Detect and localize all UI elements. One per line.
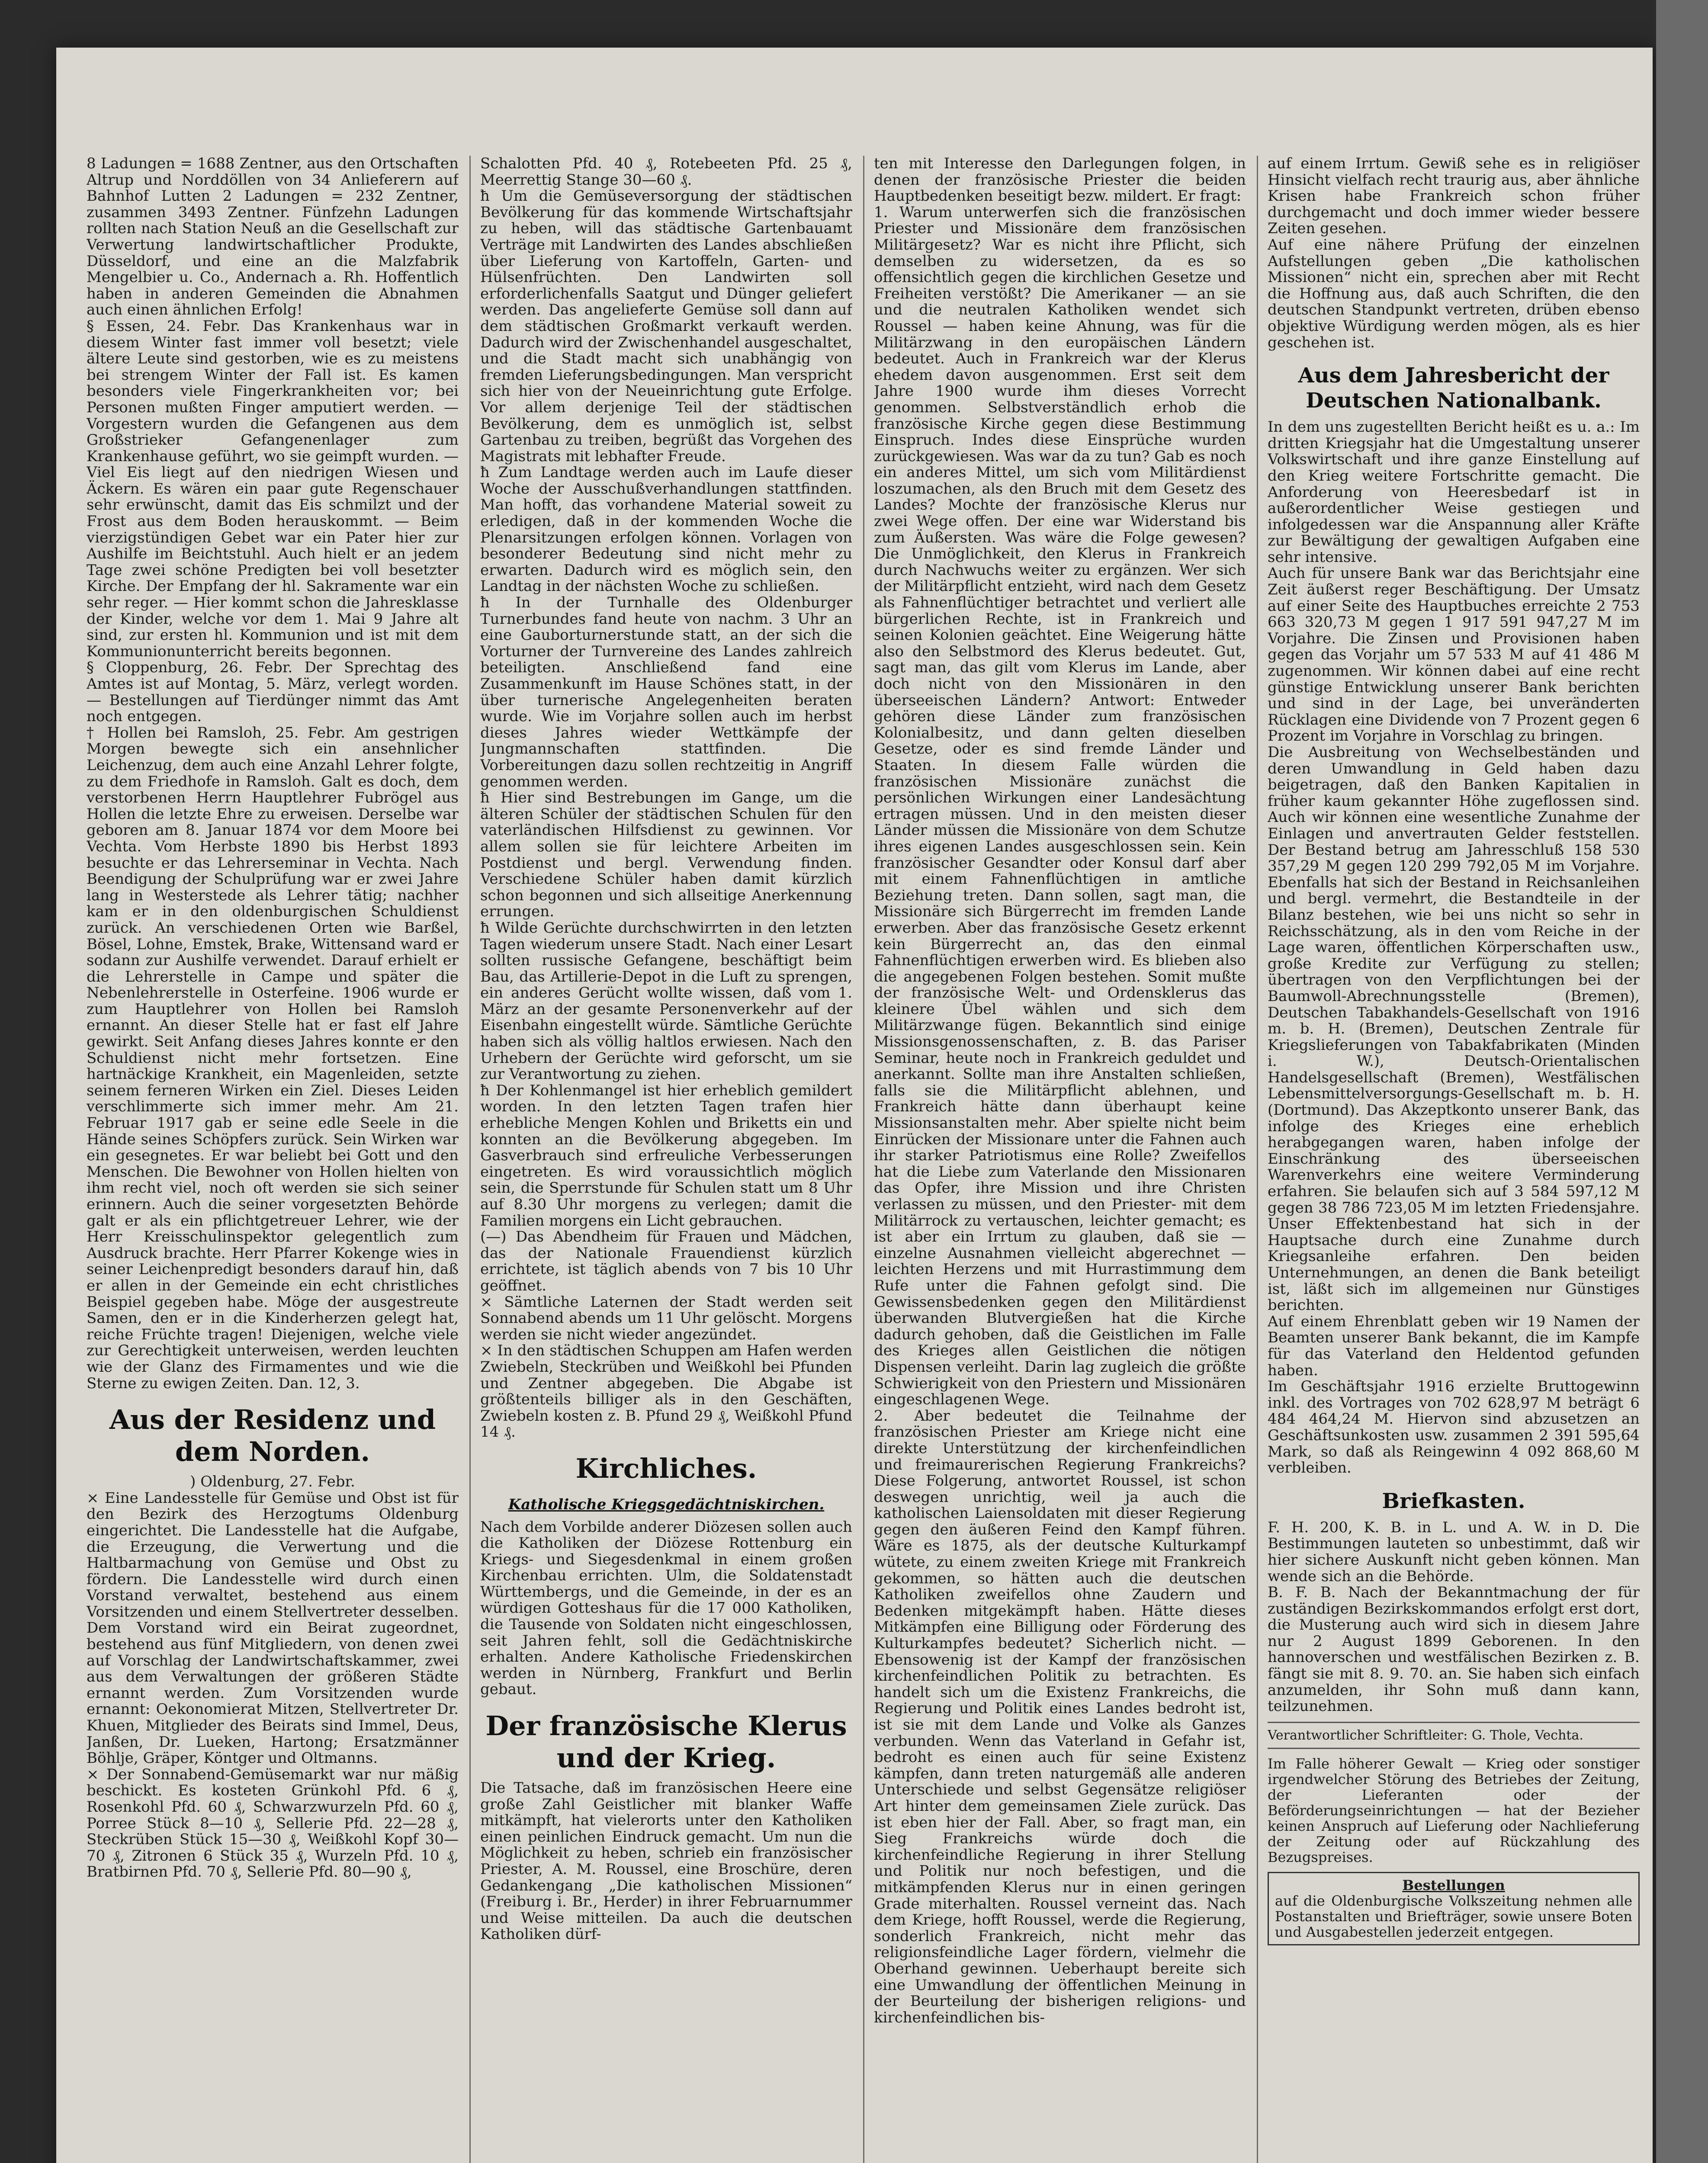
article-paragraph: ħ Um die Gemüseversorgung der städtischen Bevölkerung für das kommende Wirtschaftsjahr zu heben, will das städtische Gartenbauamt Verträge mit Landwirten des Landes abschließen über Lieferung von Kartoffeln, Garten- und Hülsenfrüchten. Den Landwirten soll erforderlichenfalls Saatgut und Dünger geliefert werden. Das angelieferte Gemüse soll dann auf dem städtischen Großmarkt verkauft werden. Dadurch wird der Zwischenhandel ausgeschaltet, und die Stadt macht sich unabhängig von fremden Lieferungsbedingungen. Man verspricht sich hier von der Neueinrichtung gute Erfolge. Vor allem derjenige Teil der städtischen Bevölkerung, dem es unmöglich ist, selbst Gartenbau zu treiben, begrüßt das Vorgehen des Magistrats mit lebhafter Freude. [480, 187, 852, 465]
column-1 [87, 156, 459, 2163]
article-paragraph: 1. Warum unterwerfen sich die französischen Priester und Missionäre dem französischen Militärgesetz? War es nicht ihre Pflicht, sich demselben zu widersetzen, da es so offensichtlich gegen die kirchlichen Gesetze und Freiheiten verstößt? Die Amerikaner — an sie und die neutralen Katholiken wendet sich Roussel — haben keine Ahnung, was für die Militärzwang in den europäischen Ländern bedeutet. Auch in Frankreich war der Klerus ehedem davon ausgenommen. Erst seit dem Jahre 1900 wurde ihm dieses Vorrecht genommen. Selbstverständlich erhob die französische Kirche gegen diese Bestimmung Einspruch. Indes diese Einsprüche wurden zurückgewiesen. Was war da zu tun? Gab es noch ein anderes Mittel, um sich vom Militärdienst loszumachen, als den Bruch mit dem Gesetz des Landes? Mochte der französische Klerus nur zwei Wege offen. Der eine war Widerstand bis zum Äußersten. Was wäre die Folge gewesen? Die Unmöglichkeit, den Klerus in Frankreich durch Nachwuchs weiter zu ergänzen. Wer sich der Militärpflicht entzieht, wird nach dem Gesetz als Fahnenflüchtiger betrachtet und verliert alle bürgerlichen Rechte, ist in Frankreich und seinen Kolonien geächtet. Eine Weigerung hätte also den Selbstmord des Klerus bedeutet. Gut, sagt man, das gilt vom Klerus im Lande, aber doch nicht von den Missionären in den überseeischen Ländern? Antwort: Entweder gehören diese Länder zum französischen Kolonialbesitz, und dann gelten dieselben Gesetze, oder es sind fremde Länder und Staaten. In diesem Falle würden die französischen Missionäre zunächst die persönlichen Wirkungen einer Landesächtung ertragen müssen. Und in den meisten dieser Länder müssen die Missionäre von dem Schutze ihres eigenen Landes ausgeschlossen sein. Kein französischer Gesandter oder Konsul darf aber mit einem Fahnenflüchtigen in amtliche Beziehung treten. Dann sollen, sagt man, die Missionäre sich Bürgerrecht im fremden Lande erwerben. Aber das französische Gesetz erkennt kein Bürgerrecht an, das den einmal Fahnenflüchtigen erwerben wird. Es blieben also die angegebenen Folgen bestehen. Somit mußte der französische Welt- und Ordensklerus das kleinere Übel wählen und sich dem Militärzwange fügen. Bekanntlich sind einige Missionsgenossenschaften, z. B. das Pariser Seminar, heute noch in Frankreich geduldet und anerkannt. Sollte man ihre Anstalten schließen, falls sie die Militärpflicht ablehnen, und Frankreich hätte dann überhaupt keine Missionsanstalten mehr. Aber spielte nicht beim Einrücken der Missionare unter die Fahnen auch ihr starker Patriotismus eine Rolle? Zweifellos hat die Liebe zum Vaterlande den Missionaren das Opfer, ihre Mission und ihre Christen verlassen zu müssen, und den Priester- mit dem Militärrock zu vertauschen, leichter gemacht; es ist aber ein Irrtum zu glauben, daß sie — einzelne Ausnahmen vielleicht abgerechnet — leichten Herzens und mit Hurrastimmung dem Rufe unter die Fahnen gefolgt sind. Die Gewissensbedenken gegen den Militärdienst überwanden Blutvergießen hat die Kirche dadurch gehoben, daß die Geistlichen im Falle des Krieges allen Geistlichen die nötigen Dispensen verleiht. Darin lag zugleich die größte Schwierigkeit von den Priestern und Missionären eingeschlagenen Wege. [874, 203, 1246, 1409]
article-paragraph: Die Ausbreitung von Wechselbeständen und deren Umwandlung in Geld haben dazu beigetragen, daß den Banken Kapitalien in früher kaum gekannter Höhe zugeflossen sind. Auch wir können eine wesentliche Zunahme der Einlagen und anvertrauten Gelder feststellen. Der Bestand betrug am Jahresschluß 158 530 357,29 M gegen 120 299 792,05 M im Vorjahre. Ebenfalls hat sich der Bestand in Reichsanleihen und bergl. vermehrt, die Bestandteile in der Bilanz bestehen, wie bei uns nicht so sehr in Reichsschätzung, als in den vom Reiche in der Lage waren, öffentlichen Körperschaften usw., große Kredite zur Verfügung zu stellen; übertragen von den Verpflichtungen bei der Baumwoll-Abrechnungsstelle (Bremen), Deutschen Tabakhandels-Gesellschaft von 1916 m. b. H. (Bremen), Deutschen Zentrale für Kriegslieferungen von Tabakfabrikaten (Minden i. W.), Deutsch-Orientalischen Handelsgesellschaft (Bremen), Westfälischen Lebensmittelversorgungs-Gesellschaft m. b. H. (Dortmund). Das Akzeptkonto unserer Bank, das infolge des Krieges eine erheblich herabgegangen waren, haben infolge der Einschränkung des überseeischen Warenverkehrs eine weitere Verminderung erfahren. Sie belaufen sich auf 3 584 597,12 M gegen 38 786 723,05 M im letzten Friedensjahre. Unser Effektenbestand hat sich in der Hauptsache durch eine Zunahme durch Kriegsanleihe erfahren. Den beiden Unternehmungen, an denen die Bank beteiligt ist, läßt sich im allgemeinen nur Günstiges berichten. [1268, 744, 1640, 1314]
article-paragraph: Auf einem Ehrenblatt geben wir 19 Namen der Beamten unserer Bank bekannt, die im Kampfe für das Vaterland den Heldentod gefunden haben. [1268, 1313, 1640, 1379]
column-3 [874, 156, 1246, 2163]
article-paragraph: 2. Aber bedeutet die Teilnahme der französischen Priester am Kriege nicht eine direkte Unterstützung der kirchenfeindlichen und freimaurerischen Regierung Frankreichs? Diese Folgerung, antwortet Roussel, ist schon deswegen unrichtig, weil ja auch die katholischen Laiensoldaten mit dieser Regierung gegen den äußeren Feind den Kampf führen. Wäre es 1875, als der deutsche Kulturkampf wütete, zu einem zweiten Kriege mit Frankreich gekommen, so hätten auch die deutschen Katholiken zweifellos ohne Zaudern und Bedenken mitgekämpft haben. Hätte dieses Mitkämpfen eine Billigung oder Förderung des Kulturkampfes bedeutet? Sicherlich nicht. — Ebensowenig ist der Kampf der französischen kirchenfeindlichen Politik zu betrachten. Es handelt sich um die Existenz Frankreichs, die Regierung und Politik eines Landes bedroht ist, ist sie mit dem Lande und Volke als Ganzes verbunden. Wenn das Vaterland in Gefahr ist, bedroht es einen auch für seine Existenz kämpfen, dann treten naturgemäß alle anderen Unterschiede und selbst Gegensätze religiöser Art hinter dem gemeinsamen Ziele zurück. Das ist eben hier der Fall. Aber, so fragt man, ein Sieg Frankreichs würde doch die kirchenfeindliche Regierung in ihrer Stellung und Politik nur noch befestigen, und die mitkämpfenden Klerus nur in einen geringen Grade miterhalten. Roussel verneint das. Nach dem Kriege, hofft Roussel, werde die Regierung, sonderlich Frankreich, nicht mehr das religionsfeindliche Lager fördern, vielmehr die Oberhand gewinnen. Ueberhaupt bereite sich eine Umwandlung der öffentlichen Meinung in der Beurteilung der bisherigen religions- und kirchenfeindlichen bis- [874, 1407, 1246, 2026]
subscription-text: auf die Oldenburgische Volkszeitung nehmen alle Postanstalten und Briefträger, sowie unsere Boten und Ausgabestellen jederzeit entgegen. [1275, 1893, 1632, 1941]
editor-line: Verantwortlicher Schriftleiter: G. Thole, Vechta. [1268, 1722, 1640, 1749]
column-rule [1257, 156, 1258, 2163]
scan-edge [1656, 0, 1708, 2163]
article-paragraph: ħ Der Kohlenmangel ist hier erheblich gemildert worden. In den letzten Tagen trafen hier erhebliche Mengen Kohlen und Briketts ein und konnten an die Bevölkerung abgegeben. Im Gasverbrauch sind erfreuliche Verbesserungen eingetreten. Es wird voraussichtlich möglich sein, die Sperrstunde für Schulen statt um 8 Uhr auf 8.30 Uhr morgens zu verlegen; damit die Familien morgens ein Licht gebrauchen. [480, 1082, 852, 1229]
article-paragraph: B. F. B. Nach der Bekanntmachung der für zuständigen Bezirkskommandos erfolgt erst dort, die Musterung auch wird sich in diesem Jahre nur 2 August 1899 Geborenen. In den hannoverschen und westfälischen Bezirken z. B. fängt sie mit 8. 9. 70. an. Sie haben sich einfach anzumelden, ihr Sohn muß dann kann, teilzunehmen. [1268, 1584, 1640, 1715]
article-paragraph: § Cloppenburg, 26. Febr. Der Sprechtag des Amtes ist auf Montag, 5. März, verlegt worden. — Bestellungen auf Tierdünger nimmt das Amt noch entgegen. [87, 659, 459, 725]
subhead-kriegsgedaechtniskirchen: Katholische Kriegsgedächtniskirchen. [508, 1495, 825, 1513]
article-paragraph: Schalotten Pfd. 40 ₰, Rotebeeten Pfd. 25 ₰, Meerrettig Stange 30—60 ₰. [480, 156, 852, 189]
article-paragraph: † Hollen bei Ramsloh, 25. Febr. Am gestrigen Morgen bewegte sich ein ansehnlicher Leichenzug, dem auch eine Anzahl Lehrer folgte, zu dem Friedhofe in Ramsloh. Galt es doch, dem verstorbenen Herrn Hauptlehrer Fubrögel aus Hollen die letzte Ehre zu erweisen. Derselbe war geboren am 8. Januar 1874 vor dem Moore bei Vechta. Vom Herbste 1890 bis Herbst 1893 besuchte er das Lehrerseminar in Vechta. Nach Beendigung der Schulprüfung war er zwei Jahre lang in Westerstede als Lehrer tätig; nachher kam er in den oldenburgischen Schuldienst zurück. An verschiedenen Orten wie Barßel, Bösel, Lohne, Emstek, Brake, Wittensand ward er sodann zur Aushilfe verwendet. Darauf erhielt er die Lehrerstelle in Campe und später die Nebenlehrerstelle in Osterfeine. 1906 wurde er zum Hauptlehrer von Hollen bei Ramsloh ernannt. An dieser Stelle hat er fast elf Jahre gewirkt. Seit Anfang dieses Jahres konnte er den Schuldienst nicht mehr fortsetzen. Eine hartnäckige Krankheit, ein Magenleiden, setzte seinem ferneren Wirken ein Ziel. Dieses Leiden verschlimmerte sich immer mehr. Am 21. Februar 1917 gab er seine edle Seele in die Hände seines Schöpfers zurück. Sein Wirken war ein gesegnetes. Er war beliebt bei Gott und den Menschen. Die Bewohner von Hollen hielten von ihm recht viel, noch oft werden sie sich seiner erinnern. Auch die seiner vorgesetzten Behörde galt er als ein pflichtgetreuer Lehrer, wie der Herr Kreisschulinspektor gelegentlich zum Ausdruck brachte. Herr Pfarrer Kokenge wies in seiner Leichenpredigt besonders darauf hin, daß er allen in der Gemeinde ein echt christliches Beispiel gegeben habe. Möge der ausgestreute Samen, den er in die Kinderherzen gelegt hat, reiche Früchte tragen! Diejenigen, welche viele zur Gerechtigkeit unterweisen, werden leuchten wie der Glanz des Firmamentes und wie die Sterne zu ewigen Zeiten. Dan. 12, 3. [87, 724, 459, 1392]
article-paragraph: × In den städtischen Schuppen am Hafen werden Zwiebeln, Steckrüben und Weißkohl bei Pfunden und Zentner abgegeben. Die Abgabe ist größtenteils billiger als in den Geschäften, Zwiebeln kosten z. B. Pfund 29 ₰, Weißkohl Pfund 14 ₰. [480, 1342, 852, 1441]
article-paragraph: Die Tatsache, daß im französischen Heere eine große Zahl Geistlicher mit blanker Waffe mitkämpft, hat vielerorts unter den Katholiken einen peinlichen Eindruck gemacht. Um nun die Möglichkeit zu heben, schrieb ein französischer Priester, A. M. Roussel, eine Broschüre, deren Gedankengang „Die katholischen Missionen“ (Freiburg i. Br., Herder) in ihrer Februarnummer und Weise mitteilen. Da auch die deutschen Katholiken dürf- [480, 1779, 852, 1943]
subscription-title: Bestellungen [1402, 1877, 1505, 1894]
article-paragraph: In dem uns zugestellten Bericht heißt es u. a.: Im dritten Kriegsjahr hat die Umgestaltung unserer Volkswirtschaft und ihre ganze Einstellung auf den Krieg weitere Fortschritte gemacht. Die Anforderung von Heeresbedarf ist in außerordentlicher Weise gestiegen und infolgedessen war die Anspannung aller Kräfte zur Bewältigung der gewaltigen Aufgaben eine sehr intensive. [1268, 418, 1640, 566]
headline-nationalbank: Aus dem Jahresbericht der Deutschen Nationalbank. [1298, 363, 1609, 413]
headline-kirchliches: Kirchliches. [575, 1452, 757, 1484]
article-paragraph: ħ Wilde Gerüchte durchschwirrten in den letzten Tagen wiederum unsere Stadt. Nach einer Lesart sollten russische Gefangene, beschäftigt beim Bau, das Artillerie-Depot in die Luft zu sprengen, ein anderes Gerücht wollte wissen, daß vom 1. März an der gesamte Personenverkehr auf der Eisenbahn eingestellt würde. Sämtliche Gerüchte haben sich als völlig haltlos erwiesen. Nach den Urhebern der Gerüchte wird geforscht, um sie zur Verantwortung zu ziehen. [480, 919, 852, 1083]
dateline: ) Oldenburg, 27. Febr. [190, 1473, 355, 1491]
newspaper-page [56, 48, 1653, 2163]
article-paragraph: auf einem Irrtum. Gewiß sehe es in religiöser Hinsicht vielfach recht traurig aus, aber ähnliche Krisen habe Frankreich schon früher durchgemacht und doch immer wieder bessere Zeiten gesehen. [1268, 156, 1640, 237]
subscription-box [1268, 1872, 1640, 1945]
force-majeure-notice: Im Falle höherer Gewalt — Krieg oder sonstiger irgendwelcher Störung des Betriebes der Zeitung, der Lieferanten oder der Beförderungseinrichtungen — hat der Bezieher keinen Anspruch auf Lieferung oder Nachlieferung der Zeitung oder auf Rückzahlung des Bezugspreises. [1268, 1755, 1640, 1866]
article-paragraph: × Eine Landesstelle für Gemüse und Obst ist für den Bezirk des Herzogtums Oldenburg eingerichtet. Die Landesstelle hat die Aufgabe, die Erzeugung, die Verwertung und die Haltbarmachung von Gemüse und Obst zu fördern. Die Landesstelle wird durch einen Vorstand verwaltet, bestehend aus einem Vorsitzenden und einem Stellvertreter desselben. Dem Vorstand wird ein Beirat zugeordnet, bestehend aus fünf Mitgliedern, von denen zwei auf Vorschlag der Landwirtschaftskammer, zwei aus dem Verwaltungen der größeren Städte ernannt werden. Zum Vorsitzenden wurde ernannt: Oekonomierat Mitzen, Stellvertreter Dr. Khuen, Mitglieder des Beirats sind Immel, Deus, Janßen, Dr. Lueken, Hartong; Ersatzmänner Böhlje, Gräper, Köntger und Oltmanns. [87, 1489, 459, 1767]
column-4 [1268, 156, 1640, 2163]
article-paragraph: F. H. 200, K. B. in L. und A. W. in D. Die Bestimmungen lauteten so unbestimmt, daß wir hier sichere Auskunft nicht geben können. Man wende sich an die Behörde. [1268, 1518, 1640, 1585]
article-paragraph: 8 Ladungen = 1688 Zentner, aus den Ortschaften Altrup und Norddöllen von 34 Anlieferern auf Bahnhof Lutten 2 Ladungen = 232 Zentner, zusammen 3493 Zentner. Fünfzehn Ladungen rollten nach Station Neuß an die Gesellschaft zur Verwertung landwirtschaftlicher Produkte, Düsseldorf, und eine an die Malzfabrik Mengelbier u. Co., Andernach a. Rh. Hoffentlich haben in anderen Gemeinden die Abnahmen auch einen ähnlichen Erfolg! [87, 156, 459, 319]
article-paragraph: Auch für unsere Bank war das Berichtsjahr eine Zeit äußerst reger Beschäftigung. Der Umsatz auf einer Seite des Hauptbuches erreichte 2 753 663 320,73 M gegen 1 917 591 947,27 M im Vorjahre. Die Zinsen und Provisionen haben gegen das Vorjahr um 57 533 M auf 41 486 M zugenommen. Wir können dabei auf eine recht günstige Entwicklung unserer Bank berichten und sind in der Lage, bei unveränderten Rücklagen eine Dividende von 7 Prozent gegen 6 Prozent im Vorjahre in Vorschlag zu bringen. [1268, 565, 1640, 745]
article-paragraph: ħ Hier sind Bestrebungen im Gange, um die älteren Schüler der städtischen Schulen für den vaterländischen Hilfsdienst zu gewinnen. Vor allem sollen sie für leichtere Arbeiten im Postdienst und bergl. Verwendung finden. Verschiedene Schüler haben damit kürzlich schon begonnen und sich allseitige Anerkennung errungen. [480, 789, 852, 921]
article-paragraph: § Essen, 24. Febr. Das Krankenhaus war in diesem Winter fast immer voll besetzt; viele ältere Leute sind gestorben, wie es zu meistens bei strengem Winter der Fall ist. Es kamen besonders viele Fingerkrankheiten vor; bei Personen mußten Finger amputiert werden. — Vorgestern wurden die Gefangenen aus dem Großstrieker Gefangenenlager zum Krankenhause geführt, wo sie geimpft wurden. — Viel Eis liegt auf den niedrigen Wiesen und Äckern. Es wären ein paar gute Regenschauer sehr erwünscht, damit das Eis schmilzt und der Frost aus dem Boden herauskommt. — Beim vierzigstündigen Gebet war ein Pater hier zur Aushilfe im Beichtstuhl. Auch hielt er an jedem Tage zwei schöne Predigten bei voll besetzter Kirche. Der Empfang der hl. Sakramente war ein sehr reger. — Hier kommt schon die Jahresklasse der Kinder, welche vor dem 1. Mai 9 Jahre alt sind, zur ersten hl. Kommunion und ist mit dem Kommunionunterricht bereits begonnen. [87, 317, 459, 660]
column-2 [480, 156, 852, 2163]
article-paragraph: Im Geschäftsjahr 1916 erzielte Bruttogewinn inkl. des Vortrages von 702 628,97 M beträgt 6 484 464,24 M. Hiervon sind abzusetzen an Geschäftsunkosten usw. zusammen 2 391 595,64 Mark, so daß als Reingewinn 4 092 868,60 M verbleiben. [1268, 1378, 1640, 1477]
article-paragraph: (—) Das Abendheim für Frauen und Mädchen, das der Nationale Frauendienst kürzlich errichtete, ist täglich abends von 7 bis 10 Uhr geöffnet. [480, 1228, 852, 1294]
article-paragraph: × Sämtliche Laternen der Stadt werden seit Sonnabend abends um 11 Uhr gelöscht. Morgens werden sie nicht wieder angezündet. [480, 1293, 852, 1343]
article-area [87, 156, 1640, 2163]
article-paragraph: ħ Zum Landtage werden auch im Laufe dieser Woche der Ausschußverhandlungen stattfinden. Man hofft, das vorhandene Material soweit zu erledigen, daß in der kommenden Woche die Plenarsitzungen erfolgen können. Vorlagen von besonderer Bedeutung sind nicht mehr zu erwarten. Dadurch wird es möglich sein, den Landtag in der nächsten Woche zu schließen. [480, 464, 852, 595]
headline-briefkasten: Briefkasten. [1382, 1489, 1525, 1513]
article-paragraph: ħ In der Turnhalle des Oldenburger Turnerbundes fand heute von nachm. 3 Uhr an eine Gauborturnerstunde statt, an der sich die Vorturner der Turnvereine des Landes zahlreich beteiligten. Anschließend fand eine Zusammenkunft im Hause Schönes statt, in der über turnerische Angelegenheiten beraten wurde. Wie im Vorjahre sollen auch im herbst dieses Jahres wieder Wettkämpfe der Jungmannschaften stattfinden. Die Vorbereitungen dazu sollen rechtzeitig in Angriff genommen werden. [480, 594, 852, 790]
article-paragraph: ten mit Interesse den Darlegungen folgen, in denen der französische Priester die beiden Hauptbedenken beseitigt bezw. mildert. Er fragt: [874, 156, 1246, 205]
headline-klerus: Der französische Klerus und der Krieg. [485, 1710, 847, 1774]
column-rule [469, 156, 471, 2163]
article-paragraph: Auf eine nähere Prüfung der einzelnen Aufstellungen geben „Die katholischen Missionen“ nicht ein, sprechen aber mit Recht die Hoffnung aus, daß auch Schriften, die den deutschen Standpunkt vertreten, drüben ebenso objektive Würdigung werden mögen, als es hier geschehen ist. [1268, 236, 1640, 351]
column-rule [863, 156, 864, 2163]
article-paragraph: × Der Sonnabend-Gemüsemarkt war nur mäßig beschickt. Es kosteten Grünkohl Pfd. 6 ₰, Rosenkohl Pfd. 60 ₰, Schwarzwurzeln Pfd. 60 ₰, Porree Stück 8—10 ₰, Sellerie Pfd. 22—28 ₰, Steckrüben Stück 15—30 ₰, Weißkohl Kopf 30—70 ₰, Zitronen 6 Stück 35 ₰, Wurzeln Pfd. 10 ₰, Bratbirnen Pfd. 70 ₰, Sellerie Pfd. 80—90 ₰, [87, 1765, 459, 1881]
article-paragraph: Nach dem Vorbilde anderer Diözesen sollen auch die Katholiken der Diözese Rottenburg ein Kriegs- und Siegesdenkmal in einem großen Kirchenbau errichten. Ulm, die Soldatenstadt Württembergs, und die Gemeinde, in der es an würdigen Gotteshaus für die 17 000 Katholiken, die Tausende von Soldaten nicht eingeschlossen, seit Jahren fehlt, soll die Gedächtniskirche erhalten. Andere Katholische Friedenskirchen werden in Nürnberg, Frankfurt und Berlin gebaut. [480, 1518, 852, 1698]
headline-residenz: Aus der Residenz und dem Norden. [109, 1404, 436, 1468]
